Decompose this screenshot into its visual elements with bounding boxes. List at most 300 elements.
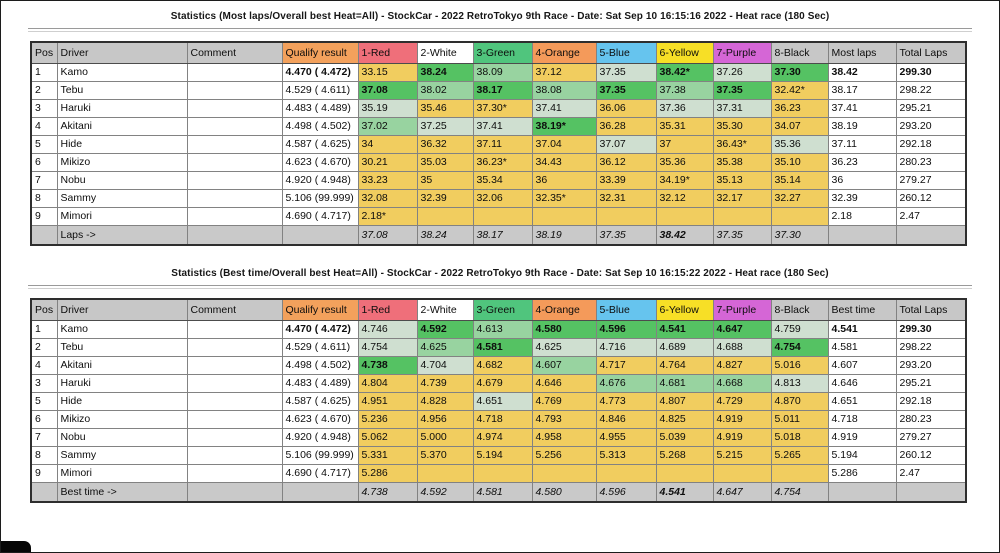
report-best-time: [1, 246, 999, 503]
heat-cell-4: 37.12: [532, 64, 596, 82]
heat-cell-3: 4.679: [473, 375, 532, 393]
total-laps-cell: 299.30: [896, 64, 966, 82]
heat-cell-5: 4.846: [596, 411, 656, 429]
heat-cell-8: 5.018: [771, 429, 828, 447]
total-laps-cell: 292.18: [896, 136, 966, 154]
heat-cell-4: 38.19*: [532, 118, 596, 136]
driver-row: [31, 172, 966, 190]
total-laps-cell: 260.12: [896, 447, 966, 465]
footer-pos-cell: [31, 483, 57, 503]
heat-cell-3: 37.11: [473, 136, 532, 154]
header-cell-qualify-result: Qualify result: [282, 42, 358, 64]
title-divider: [28, 285, 972, 289]
heat-cell-8: 34.07: [771, 118, 828, 136]
driver-row: [31, 64, 966, 82]
header-cell-6-yellow: 6-Yellow: [656, 299, 713, 321]
driver-row: [31, 339, 966, 357]
heat-cell-4: 38.08: [532, 82, 596, 100]
heat-cell-7: 37.26: [713, 64, 771, 82]
driver-cell: Akitani: [57, 118, 187, 136]
heat-cell-6: 4.541: [656, 321, 713, 339]
heat-cell-7: 35.13: [713, 172, 771, 190]
pos-cell: 7: [31, 429, 57, 447]
heat-cell-1: 4.738: [358, 357, 417, 375]
heat-cell-3: [473, 465, 532, 483]
heat-cell-1: 4.951: [358, 393, 417, 411]
heat-cell-7: [713, 465, 771, 483]
heat-cell-6: 38.42*: [656, 64, 713, 82]
driver-cell: Sammy: [57, 190, 187, 208]
heat-cell-2: 35: [417, 172, 473, 190]
heat-cell-8: 4.754: [771, 339, 828, 357]
heat-cell-2: 4.956: [417, 411, 473, 429]
heat-cell-2: 4.592: [417, 321, 473, 339]
heat-cell-4: 4.646: [532, 375, 596, 393]
driver-row: [31, 357, 966, 375]
header-cell-7-purple: 7-Purple: [713, 299, 771, 321]
heat-cell-8: 35.14: [771, 172, 828, 190]
heat-cell-8: 5.265: [771, 447, 828, 465]
heat-cell-6: 35.36: [656, 154, 713, 172]
comment-cell: [187, 64, 282, 82]
heat-cell-6: 37.38: [656, 82, 713, 100]
heat-cell-4: 4.625: [532, 339, 596, 357]
heat-cell-8: 5.016: [771, 357, 828, 375]
header-cell-3-green: 3-Green: [473, 299, 532, 321]
total-laps-cell: 292.18: [896, 393, 966, 411]
column-best-footer-row: [31, 483, 966, 503]
heat-cell-4: 4.793: [532, 411, 596, 429]
footer-heat-best-cell-2: 38.24: [417, 226, 473, 246]
heat-cell-5: 36.28: [596, 118, 656, 136]
heat-cell-2: 5.000: [417, 429, 473, 447]
heat-cell-3: 38.09: [473, 64, 532, 82]
heat-cell-7: 4.688: [713, 339, 771, 357]
heat-cell-7: [713, 208, 771, 226]
stats-table-most-laps: [30, 41, 967, 246]
stats-table-best-time: [30, 298, 967, 503]
heat-cell-2: 35.03: [417, 154, 473, 172]
heat-cell-5: [596, 208, 656, 226]
driver-row: [31, 154, 966, 172]
footer-heat-best-cell-2: 4.592: [417, 483, 473, 503]
heat-cell-1: 5.062: [358, 429, 417, 447]
qualify-cell: 4.483 ( 4.489): [282, 100, 358, 118]
heat-cell-1: 5.236: [358, 411, 417, 429]
summary-cell: 4.718: [828, 411, 896, 429]
heat-cell-5: 4.676: [596, 375, 656, 393]
footer-heat-best-cell-6: 4.541: [656, 483, 713, 503]
heat-cell-2: 5.370: [417, 447, 473, 465]
qualify-cell: 4.470 ( 4.472): [282, 321, 358, 339]
comment-cell: [187, 357, 282, 375]
driver-row: [31, 321, 966, 339]
header-cell-3-green: 3-Green: [473, 42, 532, 64]
summary-cell: 4.581: [828, 339, 896, 357]
comment-cell: [187, 100, 282, 118]
pos-cell: 3: [31, 375, 57, 393]
heat-cell-2: 4.828: [417, 393, 473, 411]
heat-cell-3: 36.23*: [473, 154, 532, 172]
pos-cell: 2: [31, 82, 57, 100]
header-cell-driver: Driver: [57, 42, 187, 64]
heat-cell-5: 37.35: [596, 82, 656, 100]
heat-cell-7: 35.30: [713, 118, 771, 136]
total-laps-cell: 260.12: [896, 190, 966, 208]
heat-cell-1: 32.08: [358, 190, 417, 208]
header-cell-best-time: Best time: [828, 299, 896, 321]
footer-heat-best-cell-8: 37.30: [771, 226, 828, 246]
heat-cell-4: 4.607: [532, 357, 596, 375]
column-best-footer-row: [31, 226, 966, 246]
summary-cell: 37.41: [828, 100, 896, 118]
comment-cell: [187, 82, 282, 100]
heat-cell-4: [532, 465, 596, 483]
pos-cell: 8: [31, 190, 57, 208]
heat-cell-4: [532, 208, 596, 226]
heat-cell-3: 37.41: [473, 118, 532, 136]
heat-cell-1: 30.21: [358, 154, 417, 172]
heat-cell-7: 4.729: [713, 393, 771, 411]
heat-cell-5: 4.955: [596, 429, 656, 447]
comment-cell: [187, 118, 282, 136]
heat-cell-4: 36: [532, 172, 596, 190]
header-cell-pos: Pos: [31, 42, 57, 64]
qualify-cell: 4.623 ( 4.670): [282, 154, 358, 172]
heat-cell-6: 34.19*: [656, 172, 713, 190]
heat-cell-6: 35.31: [656, 118, 713, 136]
pos-cell: 5: [31, 393, 57, 411]
heat-cell-3: 38.17: [473, 82, 532, 100]
summary-cell: 37.11: [828, 136, 896, 154]
summary-cell: 38.19: [828, 118, 896, 136]
heat-cell-5: 37.35: [596, 64, 656, 82]
driver-row: [31, 393, 966, 411]
driver-row: [31, 465, 966, 483]
footer-heat-best-cell-6: 38.42: [656, 226, 713, 246]
driver-cell: Nobu: [57, 172, 187, 190]
summary-cell: 4.919: [828, 429, 896, 447]
title-divider: [28, 28, 972, 32]
footer-label-cell: Best time ->: [57, 483, 187, 503]
heat-cell-1: 37.08: [358, 82, 417, 100]
header-cell-total-laps: Total Laps: [896, 42, 966, 64]
footer-heat-best-cell-8: 4.754: [771, 483, 828, 503]
driver-row: [31, 100, 966, 118]
heat-cell-4: 34.43: [532, 154, 596, 172]
footer-qualify-cell: [282, 226, 358, 246]
driver-cell: Hide: [57, 136, 187, 154]
heat-cell-4: 4.580: [532, 321, 596, 339]
heat-cell-4: 4.769: [532, 393, 596, 411]
pos-cell: 3: [31, 100, 57, 118]
heat-cell-3: 32.06: [473, 190, 532, 208]
total-laps-cell: 295.21: [896, 100, 966, 118]
qualify-cell: 4.690 ( 4.717): [282, 465, 358, 483]
total-laps-cell: 298.22: [896, 339, 966, 357]
summary-cell: 2.18: [828, 208, 896, 226]
heat-cell-3: [473, 208, 532, 226]
heat-cell-5: 4.596: [596, 321, 656, 339]
driver-row: [31, 208, 966, 226]
footer-total-cell: [896, 226, 966, 246]
header-cell-pos: Pos: [31, 299, 57, 321]
driver-row: [31, 82, 966, 100]
heat-cell-4: 5.256: [532, 447, 596, 465]
footer-pos-cell: [31, 226, 57, 246]
driver-cell: Haruki: [57, 375, 187, 393]
heat-cell-5: 36.06: [596, 100, 656, 118]
heat-cell-6: [656, 465, 713, 483]
heat-cell-7: 37.35: [713, 82, 771, 100]
header-cell-total-laps: Total Laps: [896, 299, 966, 321]
header-cell-8-black: 8-Black: [771, 299, 828, 321]
qualify-cell: 5.106 (99.999): [282, 190, 358, 208]
heat-cell-8: 4.759: [771, 321, 828, 339]
footer-heat-best-cell-5: 4.596: [596, 483, 656, 503]
heat-cell-7: 36.43*: [713, 136, 771, 154]
total-laps-cell: 299.30: [896, 321, 966, 339]
header-cell-qualify-result: Qualify result: [282, 299, 358, 321]
footer-label-cell: Laps ->: [57, 226, 187, 246]
driver-row: [31, 375, 966, 393]
report-most-laps: [1, 1, 999, 246]
heat-cell-5: [596, 465, 656, 483]
comment-cell: [187, 208, 282, 226]
total-laps-cell: 280.23: [896, 411, 966, 429]
driver-row: [31, 411, 966, 429]
driver-row: [31, 190, 966, 208]
pos-cell: 6: [31, 154, 57, 172]
heat-cell-5: 36.12: [596, 154, 656, 172]
heat-cell-6: 4.825: [656, 411, 713, 429]
heat-cell-2: 38.24: [417, 64, 473, 82]
heat-cell-6: 4.764: [656, 357, 713, 375]
header-cell-4-orange: 4-Orange: [532, 42, 596, 64]
heat-cell-1: 4.804: [358, 375, 417, 393]
heat-cell-2: [417, 465, 473, 483]
qualify-cell: 4.498 ( 4.502): [282, 118, 358, 136]
driver-cell: Mimori: [57, 465, 187, 483]
heat-cell-2: 38.02: [417, 82, 473, 100]
heat-cell-7: 4.668: [713, 375, 771, 393]
heat-cell-1: 5.286: [358, 465, 417, 483]
comment-cell: [187, 375, 282, 393]
footer-heat-best-cell-3: 4.581: [473, 483, 532, 503]
heat-cell-5: 4.717: [596, 357, 656, 375]
heat-cell-6: 4.681: [656, 375, 713, 393]
total-laps-cell: 298.22: [896, 82, 966, 100]
heat-cell-3: 4.682: [473, 357, 532, 375]
footer-heat-best-cell-1: 37.08: [358, 226, 417, 246]
heat-cell-2: 36.32: [417, 136, 473, 154]
pos-cell: 7: [31, 172, 57, 190]
footer-qualify-cell: [282, 483, 358, 503]
heat-cell-3: 4.974: [473, 429, 532, 447]
summary-cell: 4.607: [828, 357, 896, 375]
heat-cell-2: 4.739: [417, 375, 473, 393]
comment-cell: [187, 321, 282, 339]
driver-row: [31, 118, 966, 136]
heat-cell-3: 37.30*: [473, 100, 532, 118]
driver-cell: Haruki: [57, 100, 187, 118]
comment-cell: [187, 465, 282, 483]
heat-cell-8: 4.813: [771, 375, 828, 393]
header-cell-5-blue: 5-Blue: [596, 299, 656, 321]
header-cell-driver: Driver: [57, 299, 187, 321]
footer-heat-best-cell-4: 4.580: [532, 483, 596, 503]
heat-cell-7: 4.919: [713, 411, 771, 429]
total-laps-cell: 2.47: [896, 208, 966, 226]
heat-cell-7: 4.647: [713, 321, 771, 339]
summary-cell: 38.17: [828, 82, 896, 100]
heat-cell-4: 4.958: [532, 429, 596, 447]
header-cell-2-white: 2-White: [417, 299, 473, 321]
header-cell-most-laps: Most laps: [828, 42, 896, 64]
header-cell-2-white: 2-White: [417, 42, 473, 64]
heat-cell-6: 4.689: [656, 339, 713, 357]
heat-cell-3: 4.613: [473, 321, 532, 339]
heat-cell-1: 33.15: [358, 64, 417, 82]
footer-heat-best-cell-7: 37.35: [713, 226, 771, 246]
heat-cell-5: 4.773: [596, 393, 656, 411]
pos-cell: 2: [31, 339, 57, 357]
driver-cell: Mikizo: [57, 411, 187, 429]
header-cell-comment: Comment: [187, 42, 282, 64]
comment-cell: [187, 339, 282, 357]
heat-cell-3: 4.718: [473, 411, 532, 429]
total-laps-cell: 295.21: [896, 375, 966, 393]
qualify-cell: 4.623 ( 4.670): [282, 411, 358, 429]
summary-cell: 4.541: [828, 321, 896, 339]
heat-cell-6: 37: [656, 136, 713, 154]
comment-cell: [187, 154, 282, 172]
comment-cell: [187, 172, 282, 190]
footer-heat-best-cell-3: 38.17: [473, 226, 532, 246]
qualify-cell: 4.470 ( 4.472): [282, 64, 358, 82]
heat-cell-7: 4.827: [713, 357, 771, 375]
pos-cell: 9: [31, 465, 57, 483]
heat-cell-8: 35.10: [771, 154, 828, 172]
driver-cell: Tebu: [57, 339, 187, 357]
total-laps-cell: 293.20: [896, 118, 966, 136]
heat-cell-7: 32.17: [713, 190, 771, 208]
heat-cell-2: 32.39: [417, 190, 473, 208]
heat-cell-4: 37.41: [532, 100, 596, 118]
driver-cell: Sammy: [57, 447, 187, 465]
header-cell-8-black: 8-Black: [771, 42, 828, 64]
heat-cell-5: 5.313: [596, 447, 656, 465]
footer-heat-best-cell-7: 4.647: [713, 483, 771, 503]
pos-cell: 4: [31, 118, 57, 136]
summary-cell: 38.42: [828, 64, 896, 82]
total-laps-cell: 2.47: [896, 465, 966, 483]
driver-cell: Mimori: [57, 208, 187, 226]
heat-cell-5: 33.39: [596, 172, 656, 190]
driver-cell: Tebu: [57, 82, 187, 100]
driver-cell: Akitani: [57, 357, 187, 375]
heat-cell-6: 4.807: [656, 393, 713, 411]
scan-artifact-mark: [1, 541, 31, 552]
heat-cell-1: 35.19: [358, 100, 417, 118]
heat-cell-3: 4.581: [473, 339, 532, 357]
total-laps-cell: 279.27: [896, 172, 966, 190]
heat-cell-8: 4.870: [771, 393, 828, 411]
driver-cell: Kamo: [57, 64, 187, 82]
comment-cell: [187, 190, 282, 208]
heat-cell-7: 35.38: [713, 154, 771, 172]
qualify-cell: 4.920 ( 4.948): [282, 429, 358, 447]
qualify-cell: 4.498 ( 4.502): [282, 357, 358, 375]
header-cell-1-red: 1-Red: [358, 299, 417, 321]
heat-cell-8: 32.42*: [771, 82, 828, 100]
heat-cell-2: 37.25: [417, 118, 473, 136]
qualify-cell: 4.690 ( 4.717): [282, 208, 358, 226]
total-laps-cell: 293.20: [896, 357, 966, 375]
summary-cell: 4.651: [828, 393, 896, 411]
heat-cell-8: 32.27: [771, 190, 828, 208]
heat-cell-1: 4.754: [358, 339, 417, 357]
heat-cell-8: [771, 465, 828, 483]
heat-cell-5: 4.716: [596, 339, 656, 357]
pos-cell: 4: [31, 357, 57, 375]
report-title-most-laps: Statistics (Most laps/Overall best Heat=All) - StockCar - 2022 RetroTokyo 9th Race - Date: Sat Sep 10 16:15:16 2022 - Heat race (180 Sec): [170, 11, 830, 22]
heat-cell-6: [656, 208, 713, 226]
heat-cell-1: 5.331: [358, 447, 417, 465]
heat-cell-5: 32.31: [596, 190, 656, 208]
heat-cell-2: 35.46: [417, 100, 473, 118]
heat-cell-4: 37.04: [532, 136, 596, 154]
heat-cell-1: 2.18*: [358, 208, 417, 226]
heat-cell-1: 33.23: [358, 172, 417, 190]
pos-cell: 9: [31, 208, 57, 226]
heat-cell-8: 35.36: [771, 136, 828, 154]
footer-summary-cell: [828, 226, 896, 246]
footer-comment-cell: [187, 483, 282, 503]
heat-cell-2: 4.704: [417, 357, 473, 375]
summary-cell: 4.646: [828, 375, 896, 393]
header-row: [31, 42, 966, 64]
heat-cell-8: [771, 208, 828, 226]
pos-cell: 8: [31, 447, 57, 465]
driver-cell: Kamo: [57, 321, 187, 339]
comment-cell: [187, 447, 282, 465]
heat-cell-7: 4.919: [713, 429, 771, 447]
footer-comment-cell: [187, 226, 282, 246]
summary-cell: 32.39: [828, 190, 896, 208]
heat-cell-3: 4.651: [473, 393, 532, 411]
heat-cell-1: 37.02: [358, 118, 417, 136]
pos-cell: 1: [31, 321, 57, 339]
header-cell-comment: Comment: [187, 299, 282, 321]
summary-cell: 36: [828, 172, 896, 190]
footer-heat-best-cell-5: 37.35: [596, 226, 656, 246]
total-laps-cell: 279.27: [896, 429, 966, 447]
qualify-cell: 5.106 (99.999): [282, 447, 358, 465]
heat-cell-6: 37.36: [656, 100, 713, 118]
pos-cell: 6: [31, 411, 57, 429]
header-cell-7-purple: 7-Purple: [713, 42, 771, 64]
heat-cell-8: 5.011: [771, 411, 828, 429]
heat-cell-8: 37.30: [771, 64, 828, 82]
qualify-cell: 4.587 ( 4.625): [282, 393, 358, 411]
summary-cell: 36.23: [828, 154, 896, 172]
header-cell-5-blue: 5-Blue: [596, 42, 656, 64]
footer-heat-best-cell-1: 4.738: [358, 483, 417, 503]
driver-cell: Nobu: [57, 429, 187, 447]
comment-cell: [187, 429, 282, 447]
driver-cell: Mikizo: [57, 154, 187, 172]
